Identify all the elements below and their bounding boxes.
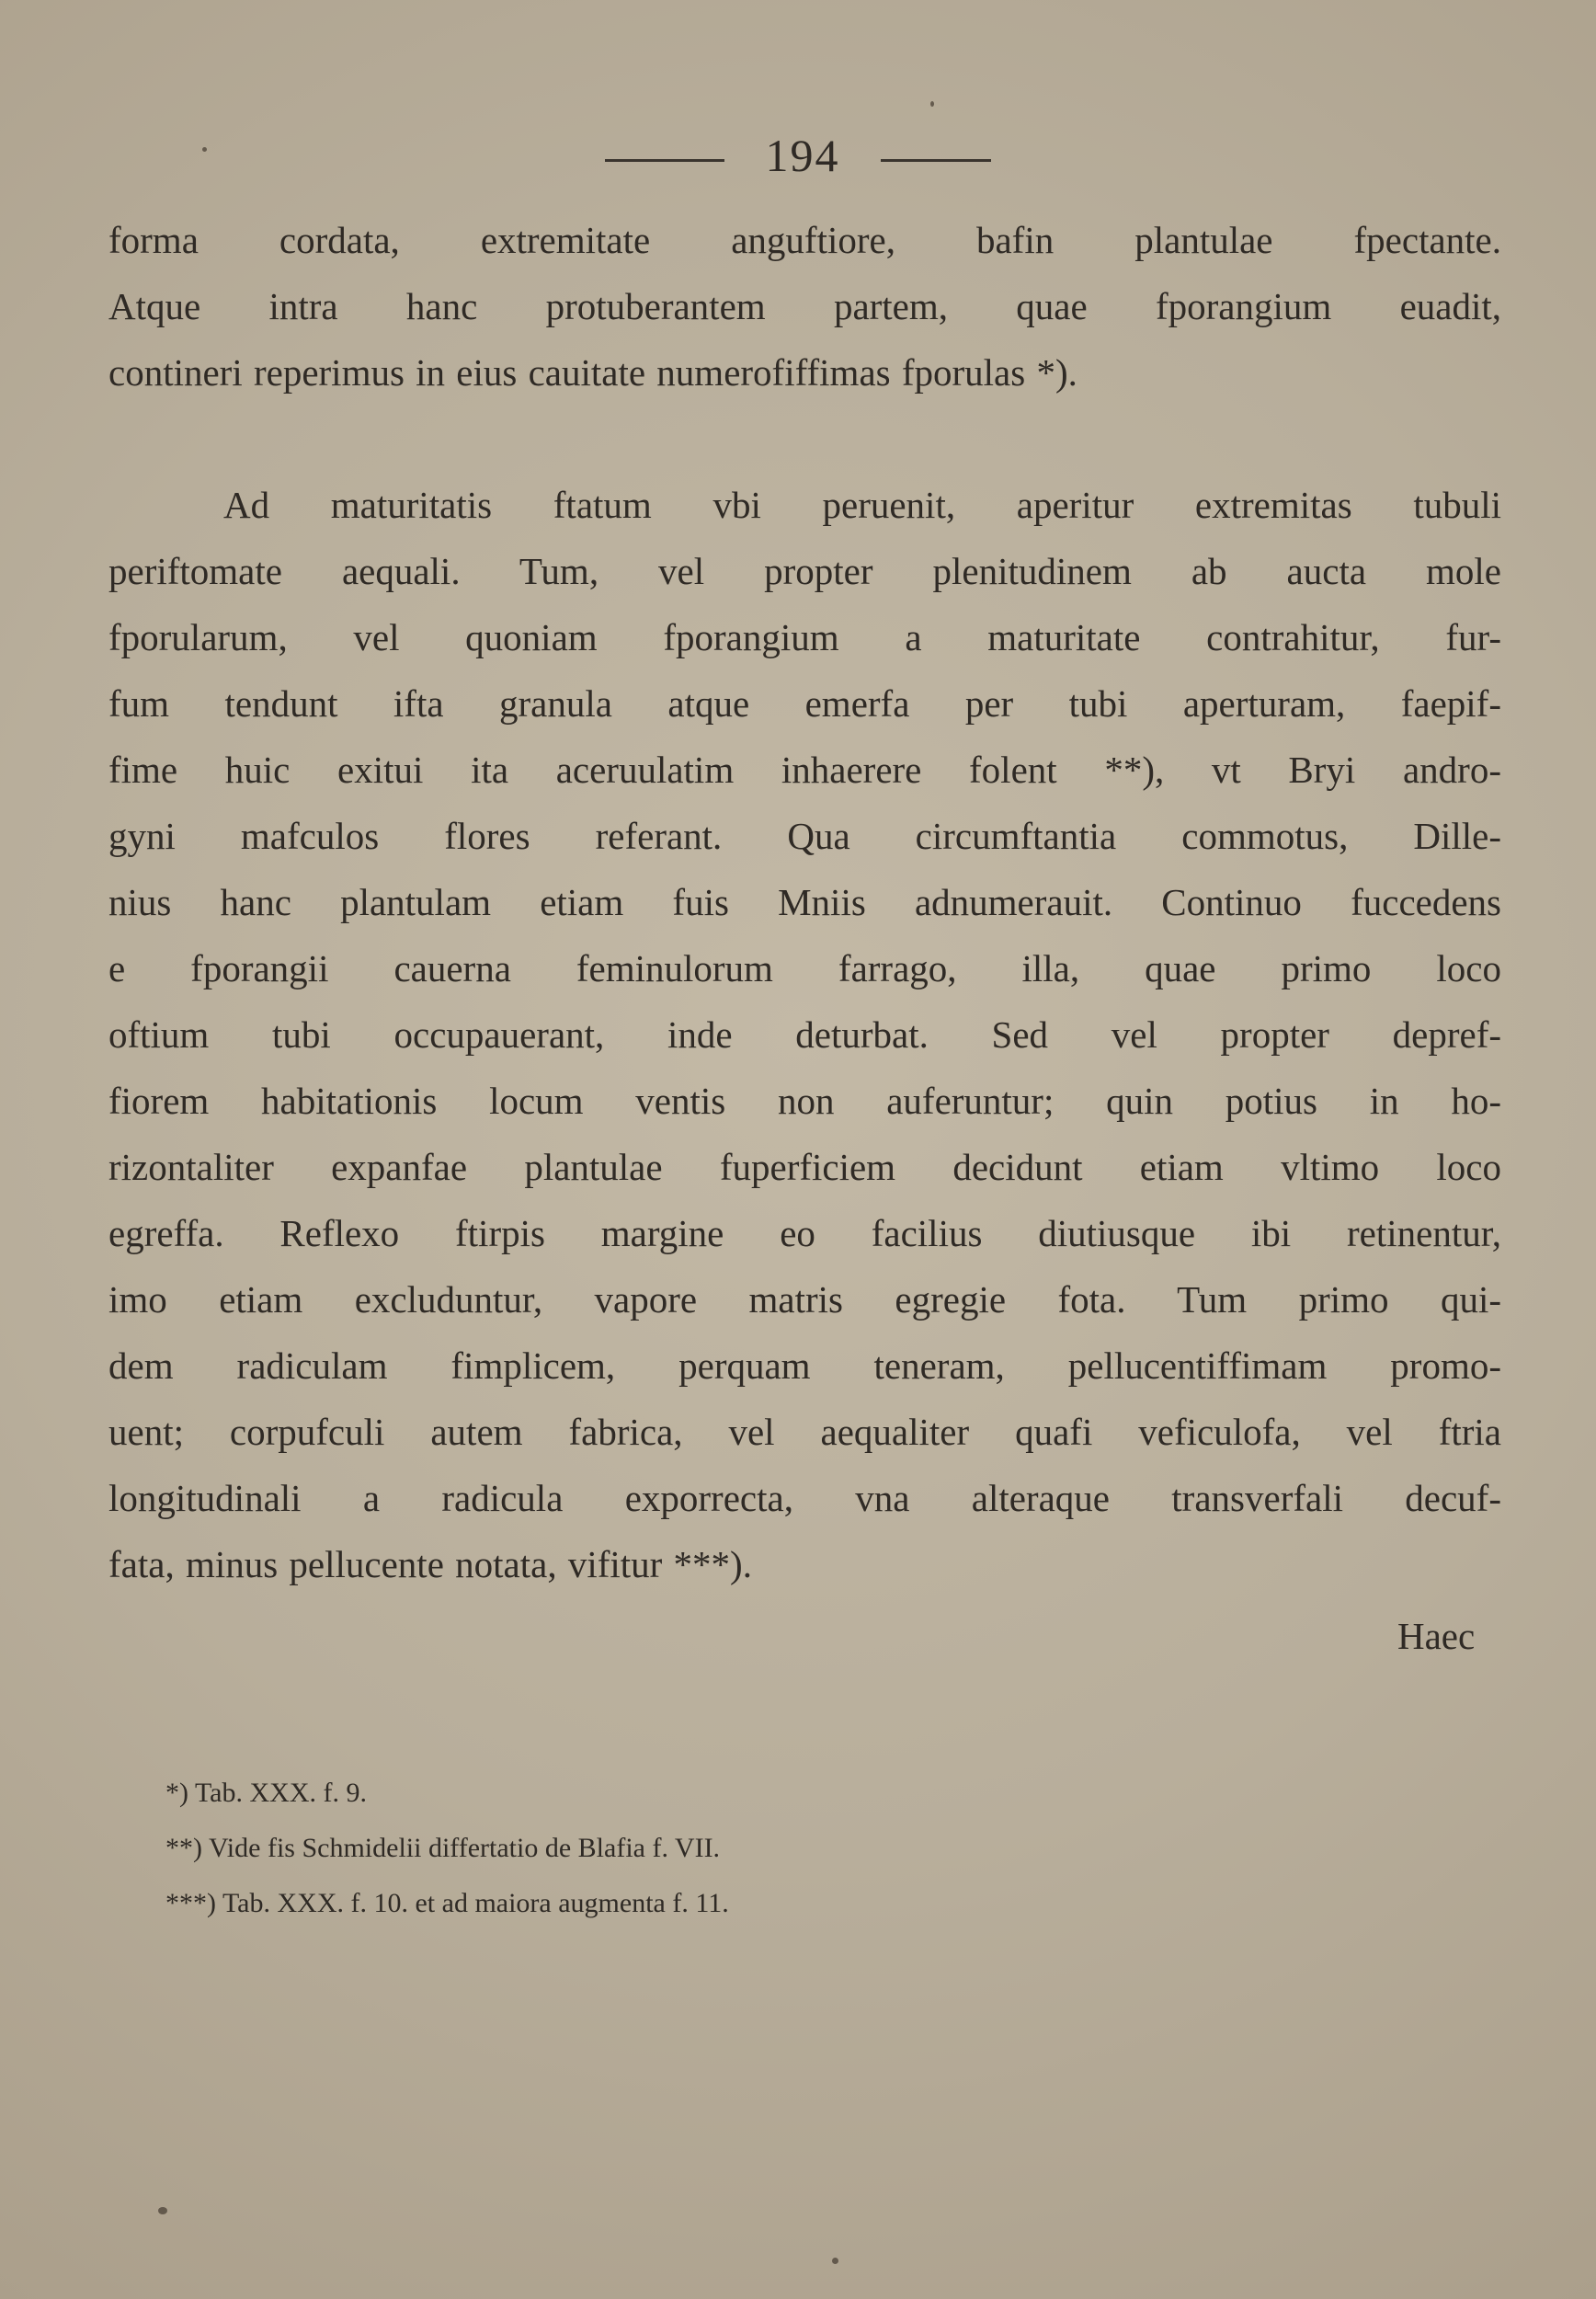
catchword: Haec — [1397, 1615, 1476, 1657]
text-line: Ad maturitatis ftatum vbi peruenit, aperitur extremitas tubuli — [223, 484, 1501, 526]
text-line: egreffa. Reflexo ftirpis margine eo facilius diutiusque ibi retinentur, — [108, 1212, 1501, 1254]
text-line: Atque intra hanc protuberantem partem, quae fporangium euadit, — [108, 285, 1501, 327]
text-line: fata, minus pellucente notata, vifitur ***). — [108, 1543, 752, 1585]
text-line: gyni mafculos flores referant. Qua circumftantia commotus, Dille- — [108, 815, 1501, 857]
page-header — [0, 129, 1596, 182]
text-line: imo etiam excluduntur, vapore matris egregie fota. Tum primo qui- — [108, 1278, 1501, 1321]
page-number: 194 — [765, 130, 840, 181]
text-line: fum tendunt ifta granula atque emerfa per tubi aperturam, faepif- — [108, 682, 1501, 725]
text-line: forma cordata, extremitate anguftiore, bafin plantulae fpectante. — [108, 219, 1501, 261]
paper-speck — [832, 2258, 838, 2264]
text-line: periftomate aequali. Tum, vel propter plenitudinem ab aucta mole — [108, 550, 1501, 592]
text-line: rizontaliter expanfae plantulae fuperficiem decidunt etiam vltimo loco — [108, 1146, 1501, 1188]
footnote: **) Vide fis Schmidelii differtatio de Blafia f. VII. — [165, 1833, 721, 1863]
text-line: fime huic exitui ita aceruulatim inhaerere folent **), vt Bryi andro- — [108, 749, 1501, 791]
paper-speck — [202, 147, 207, 152]
body-text — [108, 207, 1501, 1597]
header-rule-right — [881, 159, 991, 162]
text-line: uent; corpufculi autem fabrica, vel aequaliter quafi veficulofa, vel ftria — [108, 1411, 1501, 1453]
paragraph-gap — [108, 406, 1501, 472]
header-rule-left — [605, 159, 724, 162]
text-line: fiorem habitationis locum ventis non auferuntur; quin potius in ho- — [108, 1080, 1501, 1122]
paper-speck — [158, 2207, 167, 2214]
footnote: *) Tab. XXX. f. 9. — [165, 1778, 367, 1808]
paper-speck — [930, 101, 934, 107]
text-line: contineri reperimus in eius cauitate numerofiffimas fporulas *). — [108, 351, 1077, 394]
text-line: dem radiculam fimplicem, perquam teneram, pellucentiffimam promo- — [108, 1344, 1501, 1387]
text-line: fporularum, vel quoniam fporangium a maturitate contrahitur, fur- — [108, 616, 1501, 658]
text-line: e fporangii cauerna feminulorum farrago, illa, quae primo loco — [108, 947, 1501, 989]
footnote: ***) Tab. XXX. f. 10. et ad maiora augmenta f. 11. — [165, 1888, 729, 1918]
text-line: oftium tubi occupauerant, inde deturbat. Sed vel propter depref- — [108, 1013, 1501, 1056]
footnotes — [165, 1766, 1453, 1931]
text-line: longitudinali a radicula exporrecta, vna alteraque transverfali decuf- — [108, 1477, 1501, 1519]
text-line: nius hanc plantulam etiam fuis Mniis adnumerauit. Continuo fuccedens — [108, 881, 1501, 923]
